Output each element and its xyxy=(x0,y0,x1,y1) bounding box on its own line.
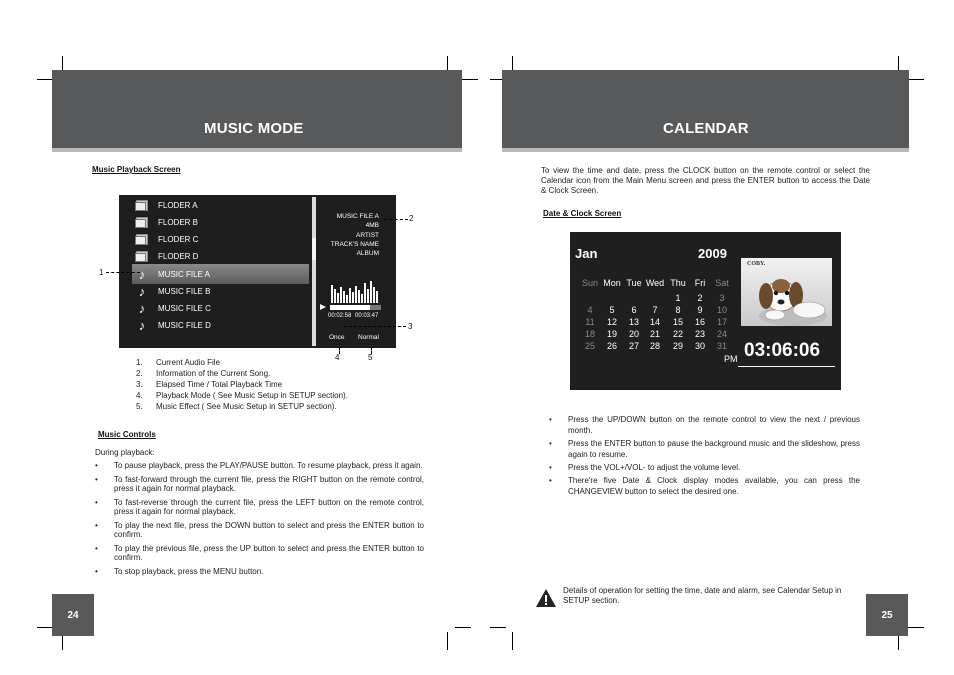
row-label: FLODER A xyxy=(158,200,198,210)
crop-mark xyxy=(447,632,448,650)
legend-text: Elapsed Time / Total Playback Time xyxy=(156,380,283,389)
equalizer-bar xyxy=(367,289,369,303)
control-instruction: • To pause playback, press the PLAY/PAUSE button. To resume playback, press it again. xyxy=(95,461,424,470)
calendar-day[interactable]: 11 xyxy=(585,317,595,327)
info-album: ALBUM xyxy=(356,250,379,257)
elapsed-time: 00:02:58 xyxy=(328,313,352,319)
legend-item xyxy=(136,402,348,413)
folder-icon xyxy=(135,199,149,212)
legend-item xyxy=(136,391,348,402)
equalizer-bar xyxy=(352,292,354,303)
music-file-item[interactable] xyxy=(135,317,211,333)
music-effect: Normal xyxy=(358,334,379,341)
music-file-item[interactable] xyxy=(135,266,210,282)
crop-mark xyxy=(37,79,53,80)
calendar-day[interactable]: 8 xyxy=(675,305,681,315)
legend-number: 1. xyxy=(136,358,143,367)
progress-fill xyxy=(330,305,370,310)
music-file-item[interactable] xyxy=(135,283,210,299)
legend-text: Information of the Current Song. xyxy=(156,369,271,378)
equalizer-bar xyxy=(337,293,339,303)
calendar-day[interactable]: 21 xyxy=(649,329,660,339)
calendar-day[interactable]: 16 xyxy=(694,317,705,327)
music-playback-heading: Music Playback Screen xyxy=(92,165,181,174)
legend-number: 3. xyxy=(136,380,143,389)
music-controls-heading: Music Controls xyxy=(98,430,156,439)
equalizer-bar xyxy=(343,291,345,303)
calendar-day[interactable]: 28 xyxy=(649,341,660,351)
page-number-right: 25 xyxy=(866,594,908,636)
legend-number: 4. xyxy=(136,391,143,400)
calendar-day[interactable]: 18 xyxy=(584,329,595,339)
ampm: PM xyxy=(724,354,738,364)
equalizer-bar xyxy=(334,289,336,303)
calendar-day[interactable]: 1 xyxy=(675,293,681,303)
equalizer-bar xyxy=(346,295,348,303)
equalizer xyxy=(331,279,381,303)
calendar-day[interactable]: 20 xyxy=(628,329,639,339)
calendar-day[interactable]: 23 xyxy=(694,329,705,339)
calendar-instruction: • Press the ENTER button to pause the background music and the slideshow, press again to resume. xyxy=(549,438,860,460)
callout-2-number: 2 xyxy=(409,214,414,223)
callout-2-line xyxy=(384,219,408,220)
scrollbar-thumb[interactable] xyxy=(312,238,316,260)
calendar-day[interactable]: 27 xyxy=(628,341,639,351)
calendar-year: 2009 xyxy=(698,246,727,261)
control-instruction: • To play the previous file, press the UP button to select and press the ENTER button to confirm. xyxy=(95,544,424,562)
crop-mark xyxy=(908,627,924,628)
callout-3-line xyxy=(344,326,406,327)
calendar-bullets xyxy=(549,414,860,499)
warning-icon xyxy=(535,588,557,608)
calendar-day[interactable]: 5 xyxy=(609,305,615,315)
crop-mark xyxy=(462,79,478,80)
legend-item xyxy=(136,369,348,380)
calendar-day[interactable]: 10 xyxy=(716,305,727,315)
equalizer-bar xyxy=(364,283,366,303)
callout-1-line xyxy=(106,272,140,273)
equalizer-bar xyxy=(376,291,378,303)
folder-icon xyxy=(135,250,149,263)
left-header-stripe xyxy=(52,148,462,152)
clock-underline xyxy=(738,366,835,367)
calendar-day[interactable]: 12 xyxy=(606,317,617,327)
equalizer-bar xyxy=(370,281,372,303)
legend-text: Current Audio File xyxy=(156,358,221,367)
equalizer-bar xyxy=(358,290,360,303)
calendar-day[interactable]: 30 xyxy=(694,341,705,351)
row-label: MUSIC FILE D xyxy=(158,320,211,330)
controls-list xyxy=(95,461,424,581)
page-title-calendar: CALENDAR xyxy=(663,120,749,137)
clock-time: 03:06:06 xyxy=(744,340,821,361)
date-clock-heading: Date & Clock Screen xyxy=(543,209,622,218)
calendar-day[interactable]: 4 xyxy=(587,305,593,315)
legend-item xyxy=(136,380,348,391)
page-title-music-mode: MUSIC MODE xyxy=(204,120,304,137)
legend-item xyxy=(136,358,348,369)
calendar-day[interactable]: 19 xyxy=(606,329,617,339)
calendar-day[interactable]: 9 xyxy=(697,305,703,315)
info-track: TRACK'S NAME xyxy=(330,241,379,248)
calendar-intro: To view the time and date, press the CLOCK button on the remote control or select the Calendar icon from the Main Menu screen and press the ENTER button to access the Date & Clock Screen. xyxy=(541,166,870,195)
info-artist: ARTIST xyxy=(356,232,379,239)
calendar-month: Jan xyxy=(575,246,598,261)
callout-4-number: 4 xyxy=(335,353,340,362)
row-label: FLODER C xyxy=(158,234,199,244)
photo-brand: COBY. xyxy=(747,261,766,267)
music-note-icon: ♪ xyxy=(138,300,146,316)
crop-mark xyxy=(37,627,53,628)
legend-number: 2. xyxy=(136,369,143,378)
equalizer-bar xyxy=(373,287,375,303)
music-note-icon: ♪ xyxy=(138,317,146,333)
music-note-icon: ♪ xyxy=(138,283,146,299)
progress-track xyxy=(330,305,381,310)
callout-5-number: 5 xyxy=(368,353,373,362)
callout-3-number: 3 xyxy=(408,322,413,331)
control-instruction: • To fast-forward through the current file, press the RIGHT button on the remote control, press it again for normal playback. xyxy=(95,475,424,493)
calendar-day[interactable]: 26 xyxy=(606,341,617,351)
page-number-left: 24 xyxy=(52,594,94,636)
legend-text: Playback Mode ( See Music Setup in SETUP section). xyxy=(156,391,348,400)
row-label: FLODER B xyxy=(158,217,199,227)
legend-text: Music Effect ( See Music Setup in SETUP section). xyxy=(156,402,337,411)
playback-mode: Once xyxy=(329,334,345,341)
row-label: MUSIC FILE B xyxy=(158,286,211,296)
calendar-day[interactable]: 29 xyxy=(672,341,683,351)
legend-list xyxy=(136,358,348,413)
weekday-header: Fri xyxy=(694,278,706,288)
during-playback-text: During playback: xyxy=(95,448,155,457)
calendar-day[interactable]: 2 xyxy=(697,293,703,303)
folder-icon xyxy=(135,233,149,246)
equalizer-bar xyxy=(331,285,333,303)
folder-icon xyxy=(135,216,149,229)
crop-mark xyxy=(512,632,513,650)
control-instruction: • To fast-reverse through the current file, press the LEFT button on the remote control, press it again for normal playback. xyxy=(95,498,424,516)
equalizer-bar xyxy=(340,287,342,303)
weekday-header: Sun xyxy=(581,278,598,288)
row-label: FLODER D xyxy=(158,251,199,261)
calendar-day[interactable]: 6 xyxy=(631,305,637,315)
legend-number: 5. xyxy=(136,402,143,411)
folder-item[interactable] xyxy=(135,248,198,264)
music-note-icon: ♪ xyxy=(138,266,146,282)
calendar-screen xyxy=(570,232,841,390)
scrollbar-track[interactable] xyxy=(312,197,316,346)
calendar-day[interactable]: 22 xyxy=(672,329,683,339)
folder-item[interactable] xyxy=(135,197,198,213)
weekday-header: Thu xyxy=(670,278,686,288)
row-label: MUSIC FILE C xyxy=(158,303,211,313)
puppy-photo-image xyxy=(741,258,832,326)
info-file: MUSIC FILE A xyxy=(336,213,379,220)
calendar-day[interactable]: 3 xyxy=(719,293,725,303)
row-label: MUSIC FILE A xyxy=(158,269,211,279)
calendar-day[interactable]: 17 xyxy=(716,317,727,327)
calendar-instruction: • There're five Date & Clock display modes available, you can press the CHANGEVIEW button to select the desired one. xyxy=(549,475,860,497)
calendar-day[interactable]: 7 xyxy=(652,305,658,315)
equalizer-bar xyxy=(349,288,351,303)
calendar-instruction: • Press the UP/DOWN button on the remote control to view the next / previous month. xyxy=(549,414,860,436)
music-file-item[interactable] xyxy=(135,300,211,316)
crop-mark xyxy=(908,79,924,80)
info-size: 4MB xyxy=(365,222,379,229)
calendar-day[interactable]: 14 xyxy=(649,317,660,327)
folder-item[interactable] xyxy=(135,214,198,230)
play-icon xyxy=(320,304,326,310)
control-instruction: • To stop playback, press the MENU button. xyxy=(95,567,424,576)
equalizer-bar xyxy=(361,294,363,303)
weekday-header: Wed xyxy=(645,278,665,288)
folder-item[interactable] xyxy=(135,231,198,247)
setup-note: Details of operation for setting the time, date and alarm, see Calendar Setup in SETUP section. xyxy=(563,586,842,605)
calendar-day[interactable]: 31 xyxy=(716,341,727,351)
weekday-header: Sat xyxy=(715,278,729,288)
calendar-photo xyxy=(741,258,832,326)
equalizer-bar xyxy=(355,286,357,303)
weekday-header: Tue xyxy=(626,278,642,288)
right-header-stripe xyxy=(502,148,909,152)
calendar-day[interactable]: 13 xyxy=(628,317,639,327)
calendar-day[interactable]: 15 xyxy=(672,317,683,327)
crop-mark xyxy=(490,627,506,628)
weekday-header: Mon xyxy=(603,278,621,288)
total-time: 00:03:47 xyxy=(355,313,379,319)
calendar-day[interactable]: 25 xyxy=(584,341,595,351)
calendar-instruction: • Press the VOL+/VOL- to adjust the volume level. xyxy=(549,462,860,473)
calendar-day[interactable]: 24 xyxy=(716,329,727,339)
control-instruction: • To play the next file, press the DOWN button to select and press the ENTER button to confirm. xyxy=(95,521,424,539)
crop-mark xyxy=(455,627,471,628)
callout-1-number: 1 xyxy=(99,268,104,277)
